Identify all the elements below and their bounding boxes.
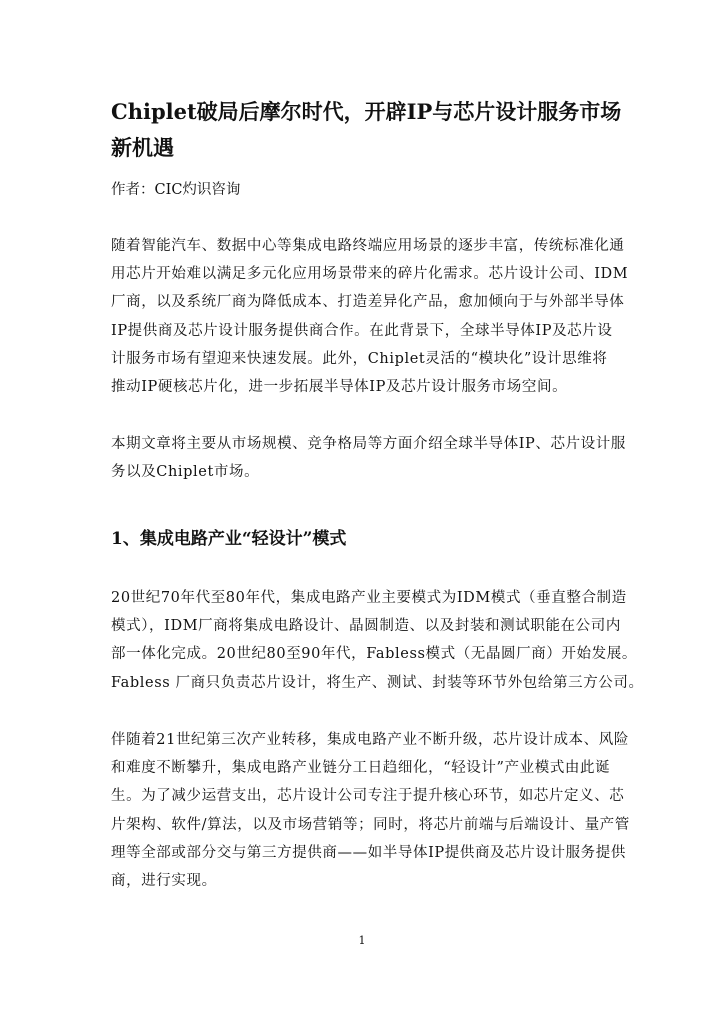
text-line: 部一体化完成。20世纪80至90年代，Fabless模式（无晶圆厂商）开始发展。 [111,646,637,663]
text-line: 务以及Chiplet市场。 [111,464,260,481]
text-line: 理等全部或部分交与第三方提供商——如半导体IP提供商及芯片设计服务提供 [111,844,626,861]
paragraph-light-design [111,726,630,895]
text-line: 模式），IDM厂商将集成电路设计、晶圆制造、以及封装和测试职能在公司内 [111,618,621,635]
text-line: 生。为了减少运营支出，芯片设计公司专注于提升核心环节，如芯片定义、芯 [111,788,625,805]
page-number: 1 [358,934,366,947]
paragraph-history [111,584,644,697]
text-line: 推动IP硬核芯片化，进一步拓展半导体IP及芯片设计服务市场空间。 [111,378,568,395]
text-line: 厂商，以及系统厂商为降低成本、打造差异化产品，愈加倾向于与外部半导体 [111,294,625,311]
text-line: 和难度不断攀升，集成电路产业链分工日趋细化，“轻设计”产业模式由此诞 [111,760,611,777]
title-line: 新机遇 [111,135,174,160]
text-line: 商，进行实现。 [111,872,217,889]
paragraph-intro [111,232,628,401]
text-line: 片架构、软件/算法，以及市场营销等；同时，将芯片前端与后端设计、量产管 [111,816,630,833]
text-line: 随着智能汽车、数据中心等集成电路终端应用场景的逐步丰富，传统标准化通 [111,238,625,254]
text-line: 本期文章将主要从市场规模、竞争格局等方面介绍全球半导体IP、芯片设计服 [111,436,626,452]
author-line: 作者：CIC灼识咨询 [111,182,241,198]
text-line: Fabless 厂商只负责芯片设计，将生产、测试、封装等环节外包给第三方公司。 [111,674,644,691]
document-title [111,94,621,166]
title-line: Chiplet破局后摩尔时代，开辟IP与芯片设计服务市场 [111,99,622,124]
text-line: 20世纪70年代至80年代，集成电路产业主要模式为IDM模式（垂直整合制造 [111,590,627,606]
text-line: 伴随着21世纪第三次产业转移，集成电路产业不断升级，芯片设计成本、风险 [111,732,629,748]
text-line: IP提供商及芯片设计服务提供商合作。在此背景下，全球半导体IP及芯片设 [111,322,613,339]
text-line: 计服务市场有望迎来快速发展。此外，Chiplet灵活的“模块化”设计思维将 [111,350,608,367]
paragraph-overview [111,430,626,486]
text-line: 用芯片开始难以满足多元化应用场景带来的碎片化需求。芯片设计公司、IDM [111,266,629,283]
section-heading: 1、集成电路产业“轻设计”模式 [111,529,347,549]
